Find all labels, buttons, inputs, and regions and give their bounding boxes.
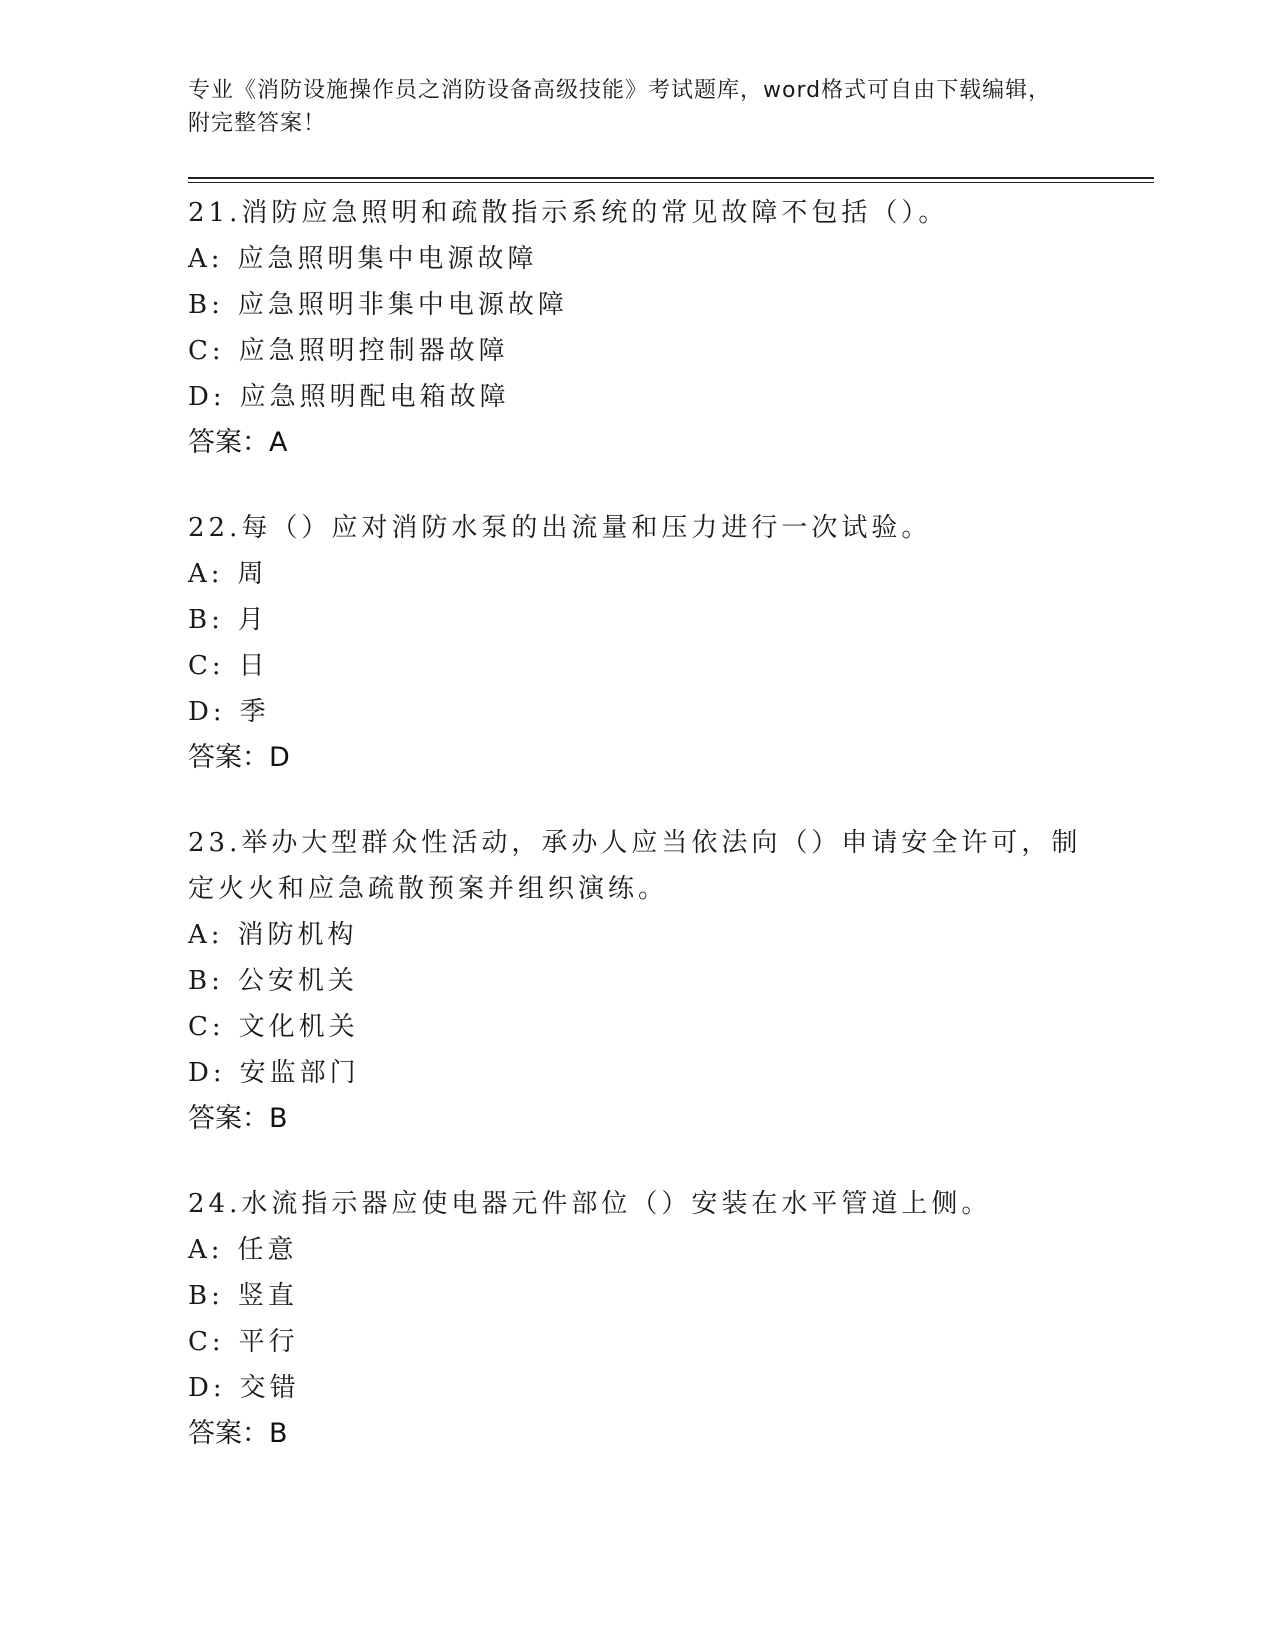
option-letter: A: bbox=[188, 244, 224, 274]
option-letter: B: bbox=[188, 290, 224, 320]
answer-label: 答案： bbox=[188, 742, 269, 773]
answer-line bbox=[188, 1411, 1088, 1457]
question-23 bbox=[188, 820, 1088, 1142]
option-letter: D: bbox=[188, 382, 226, 412]
option-text: 任意 bbox=[237, 1235, 298, 1265]
option-a bbox=[188, 912, 1088, 958]
option-text: 公安机关 bbox=[237, 966, 358, 996]
option-letter: D: bbox=[188, 697, 226, 727]
option-text: 季 bbox=[239, 697, 270, 727]
document-intro: 专业《消防设施操作员之消防设备高级技能》考试题库，word格式可自由下载编辑，附完整答案！ bbox=[188, 78, 1052, 136]
option-letter: A: bbox=[188, 920, 224, 950]
question-number: 24. bbox=[188, 1189, 242, 1219]
option-text: 应急照明非集中电源故障 bbox=[237, 290, 568, 320]
option-text: 消防机构 bbox=[237, 920, 358, 950]
option-letter: B: bbox=[188, 966, 224, 996]
answer-value: B bbox=[269, 1418, 288, 1449]
answer-line bbox=[188, 420, 1088, 466]
option-d bbox=[188, 689, 1088, 735]
question-text: 水流指示器应使电器元件部位（）安装在水平管道上侧。 bbox=[241, 1189, 992, 1219]
option-a bbox=[188, 551, 1088, 597]
option-letter: C: bbox=[188, 651, 225, 681]
answer-label: 答案： bbox=[188, 1103, 269, 1134]
option-letter: C: bbox=[188, 336, 225, 366]
option-text: 应急照明集中电源故障 bbox=[237, 244, 538, 274]
option-b bbox=[188, 1273, 1088, 1319]
question-number: 21. bbox=[188, 198, 242, 228]
option-c bbox=[188, 643, 1088, 689]
answer-line bbox=[188, 1096, 1088, 1142]
question-stem bbox=[188, 505, 1088, 551]
option-text: 应急照明控制器故障 bbox=[238, 336, 509, 366]
option-c bbox=[188, 1004, 1088, 1050]
header-rule-thin bbox=[188, 182, 1154, 183]
answer-value: D bbox=[269, 742, 290, 773]
answer-value: B bbox=[269, 1103, 288, 1134]
question-stem bbox=[188, 820, 1088, 912]
option-d bbox=[188, 1365, 1088, 1411]
question-24 bbox=[188, 1181, 1088, 1457]
answer-label: 答案： bbox=[188, 1418, 269, 1449]
question-stem bbox=[188, 190, 1088, 236]
option-a bbox=[188, 236, 1088, 282]
option-text: 交错 bbox=[239, 1373, 300, 1403]
answer-label: 答案： bbox=[188, 427, 269, 458]
option-letter: D: bbox=[188, 1373, 226, 1403]
option-c bbox=[188, 328, 1088, 374]
option-letter: D: bbox=[188, 1058, 226, 1088]
option-d bbox=[188, 374, 1088, 420]
option-b bbox=[188, 597, 1088, 643]
header-rule-thick bbox=[188, 177, 1154, 179]
question-number: 22. bbox=[188, 513, 242, 543]
option-letter: B: bbox=[188, 1281, 224, 1311]
question-21 bbox=[188, 190, 1088, 466]
answer-value: A bbox=[269, 427, 288, 458]
question-text: 每（）应对消防水泵的出流量和压力进行一次试验。 bbox=[241, 513, 932, 543]
option-text: 文化机关 bbox=[238, 1012, 359, 1042]
option-letter: A: bbox=[188, 559, 224, 589]
option-d bbox=[188, 1050, 1088, 1096]
option-text: 周 bbox=[237, 559, 268, 589]
option-text: 平行 bbox=[238, 1327, 299, 1357]
option-letter: A: bbox=[188, 1235, 224, 1265]
answer-line bbox=[188, 735, 1088, 781]
option-text: 竖直 bbox=[237, 1281, 298, 1311]
question-stem bbox=[188, 1181, 1088, 1227]
option-text: 应急照明配电箱故障 bbox=[239, 382, 510, 412]
option-letter: B: bbox=[188, 605, 224, 635]
option-a bbox=[188, 1227, 1088, 1273]
question-number: 23. bbox=[188, 828, 242, 858]
option-b bbox=[188, 958, 1088, 1004]
option-letter: C: bbox=[188, 1327, 225, 1357]
question-list bbox=[188, 190, 1088, 1496]
question-text: 消防应急照明和疏散指示系统的常见故障不包括（）。 bbox=[241, 198, 949, 228]
option-c bbox=[188, 1319, 1088, 1365]
question-text: 举办大型群众性活动，承办人应当依法向（）申请安全许可，制定火火和应急疏散预案并组织演练。 bbox=[188, 828, 1082, 904]
question-22 bbox=[188, 505, 1088, 781]
option-text: 日 bbox=[238, 651, 269, 681]
option-text: 安监部门 bbox=[239, 1058, 360, 1088]
option-text: 月 bbox=[237, 605, 268, 635]
option-b bbox=[188, 282, 1088, 328]
option-letter: C: bbox=[188, 1012, 225, 1042]
